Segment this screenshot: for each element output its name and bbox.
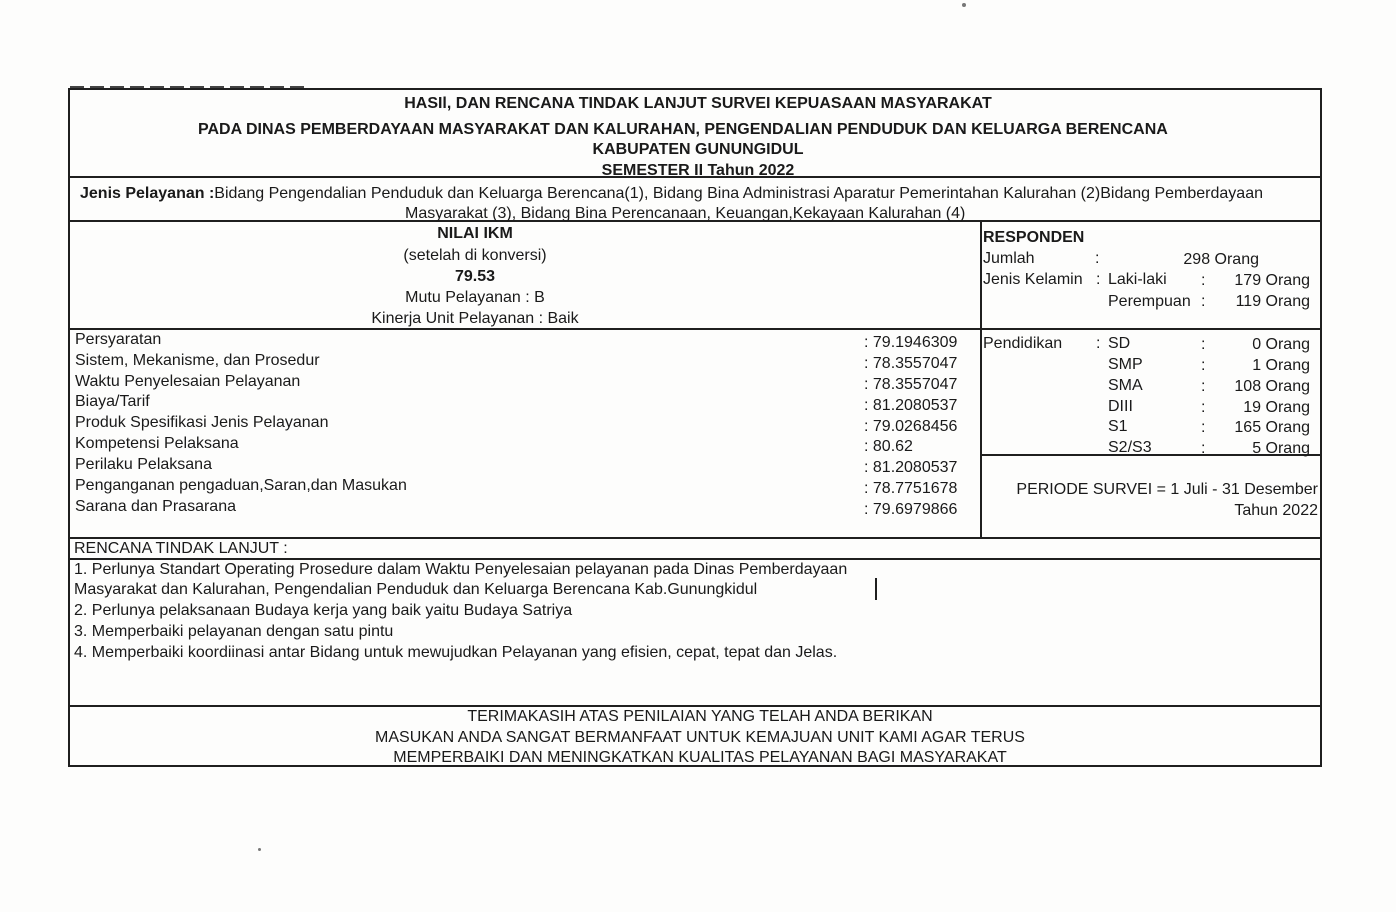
jk-sep: : <box>1096 271 1101 288</box>
nilai-ikm-title: NILAI IKM <box>437 225 513 242</box>
pendidikan-value: 165 Orang <box>1234 419 1310 436</box>
jenis-pelayanan-text: Bidang Pengendalian Penduduk dan Keluarga Berencana(1), Bidang Bina Administrasi Aparatur Pemerintahan Kalurahan (2)Bidang Pemberdayaan <box>214 185 1263 202</box>
jumlah-colon: : <box>1095 250 1100 267</box>
pendidikan-name: SMA <box>1108 377 1143 394</box>
pendidikan-value: 0 Orang <box>1252 336 1310 353</box>
jk-colon: : <box>1201 293 1206 310</box>
pendidikan-name: SMP <box>1108 356 1143 373</box>
pendidikan-value: 1 Orang <box>1252 357 1310 374</box>
footer-line-1: TERIMAKASIH ATAS PENILAIAN YANG TELAH ANDA BERIKAN <box>467 708 933 725</box>
pendidikan-name: DIII <box>1108 398 1133 415</box>
unsur-value: : 80.62 <box>864 438 913 455</box>
unsur-label: Produk Spesifikasi Jenis Pelayanan <box>75 414 329 431</box>
unsur-label: Sistem, Mekanisme, dan Prosedur <box>75 352 320 369</box>
jenis-kelamin-label: Jenis Kelamin <box>983 271 1083 288</box>
pendidikan-name: SD <box>1108 335 1131 352</box>
header-line-4: SEMESTER II Tahun 2022 <box>601 162 795 179</box>
nilai-ikm-subtitle: (setelah di konversi) <box>403 247 547 264</box>
unsur-label: Persyaratan <box>75 331 162 348</box>
pendidikan-colon: : <box>1201 357 1206 374</box>
jk-name: Laki-laki <box>1108 271 1167 288</box>
pendidikan-colon: : <box>1201 440 1206 457</box>
header-line-3: KABUPATEN GUNUNGIDUL <box>592 141 804 158</box>
speck <box>258 848 261 851</box>
cursor-mark <box>875 578 877 600</box>
jk-colon: : <box>1201 272 1206 289</box>
unsur-label: Waktu Penyelesaian Pelayanan <box>75 373 301 390</box>
footer-line-2: MASUKAN ANDA SANGAT BERMANFAAT UNTUK KEMAJUAN UNIT KAMI AGAR TERUS <box>375 729 1025 746</box>
unsur-value: : 79.0268456 <box>864 418 958 435</box>
pendidikan-colon: : <box>1201 419 1206 436</box>
pendidikan-colon: : <box>1201 399 1206 416</box>
pendidikan-value: 5 Orang <box>1252 440 1310 457</box>
footer-line-3: MEMPERBAIKI DAN MENINGKATKAN KUALITAS PELAYANAN BAGI MASYARAKAT <box>393 749 1007 766</box>
jumlah-value: 298 Orang <box>1183 251 1259 268</box>
pendidikan-label: Pendidikan <box>983 335 1063 352</box>
kinerja-unit: Kinerja Unit Pelayanan : Baik <box>371 310 579 327</box>
pendidikan-name: S1 <box>1108 418 1128 435</box>
jk-value: 119 Orang <box>1235 293 1310 310</box>
rencana-title: RENCANA TINDAK LANJUT : <box>74 540 288 557</box>
pendidikan-name: S2/S3 <box>1108 439 1152 456</box>
header-line-2: PADA DINAS PEMBERDAYAAN MASYARAKAT DAN KALURAHAN, PENGENDALIAN PENDUDUK DAN KELUARGA BERENCANA <box>198 121 1168 138</box>
unsur-label: Kompetensi Pelaksana <box>75 435 239 452</box>
rencana-item: 3. Memperbaiki pelayanan dengan satu pintu <box>74 623 394 640</box>
mutu-pelayanan: Mutu Pelayanan : B <box>405 289 545 306</box>
jenis-pelayanan-label: Jenis Pelayanan : <box>80 185 215 202</box>
responden-title: RESPONDEN <box>983 229 1085 246</box>
jenis-pelayanan-line-2: Masyarakat (3), Bidang Bina Perencanaan, Keuangan,Kekayaan Kalurahan (4) <box>405 205 966 222</box>
unsur-value: : 81.2080537 <box>864 459 958 476</box>
nilai-ikm-value: 79.53 <box>454 268 496 285</box>
unsur-value: : 78.7751678 <box>864 480 958 497</box>
jk-value: 179 Orang <box>1234 272 1310 289</box>
rencana-item: 4. Memperbaiki koordiinasi antar Bidang untuk mewujudkan Pelayanan yang efisien, cepat, tepat dan Jelas. <box>74 644 838 661</box>
rencana-item: Masyarakat dan Kalurahan, Pengendalian Penduduk dan Keluarga Berencana Kab.Gunungkidul <box>74 581 758 598</box>
jumlah-label: Jumlah <box>983 250 1035 267</box>
unsur-value: : 79.6979866 <box>864 501 958 518</box>
pendidikan-value: 19 Orang <box>1243 399 1310 416</box>
rencana-item: 2. Perlunya pelaksanaan Budaya kerja yang baik yaitu Budaya Satriya <box>74 602 573 619</box>
header-line-1: HASIl, DAN RENCANA TINDAK LANJUT SURVEI KEPUASAAN MASYARAKAT <box>404 95 992 112</box>
pendidikan-value: 108 Orang <box>1234 378 1310 395</box>
unsur-value: : 78.3557047 <box>864 376 958 393</box>
periode-line-1: PERIODE SURVEI = 1 Juli - 31 Desember <box>1016 481 1318 498</box>
speck <box>962 3 966 7</box>
unsur-label: Perilaku Pelaksana <box>75 456 212 473</box>
unsur-value: : 78.3557047 <box>864 355 958 372</box>
unsur-label: Penganganan pengaduan,Saran,dan Masukan <box>75 477 407 494</box>
unsur-value: : 79.1946309 <box>864 334 958 351</box>
unsur-label: Sarana dan Prasarana <box>75 498 236 515</box>
rencana-item: 1. Perlunya Standart Operating Prosedure dalam Waktu Penyelesaian pelayanan pada Dinas Pemberdayaan <box>74 561 848 578</box>
periode-line-2: Tahun 2022 <box>1234 502 1318 519</box>
survey-document <box>68 88 1322 767</box>
pendidikan-sep: : <box>1096 335 1101 352</box>
pendidikan-colon: : <box>1201 378 1206 395</box>
pendidikan-colon: : <box>1201 336 1206 353</box>
jenis-pelayanan-line-1 <box>80 184 1263 204</box>
unsur-value: : 81.2080537 <box>864 397 958 414</box>
unsur-label: Biaya/Tarif <box>75 393 150 410</box>
jk-name: Perempuan <box>1108 293 1191 310</box>
